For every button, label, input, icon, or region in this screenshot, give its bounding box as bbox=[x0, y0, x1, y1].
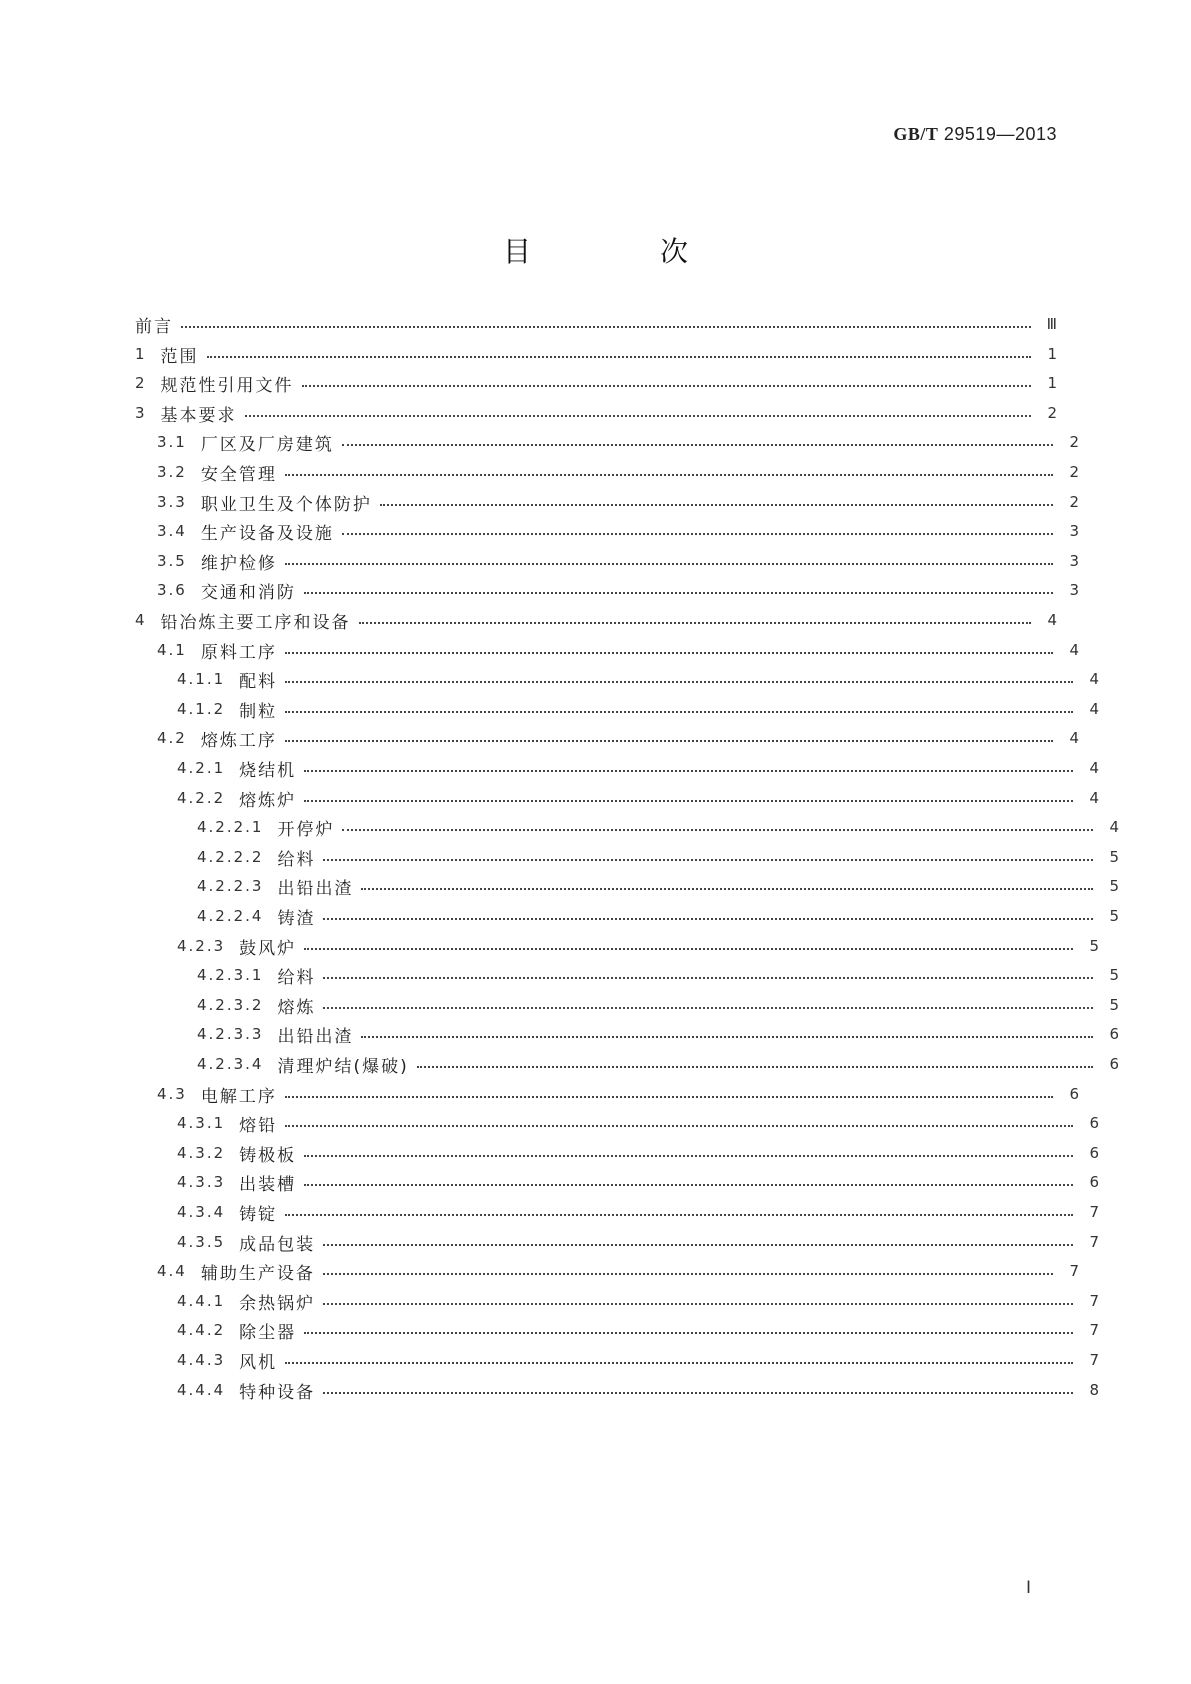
toc-entry-title: 风机 bbox=[239, 1352, 278, 1373]
toc-entry-number: 3.3 bbox=[157, 493, 187, 511]
toc-dot-leader bbox=[342, 533, 1053, 535]
toc-entry[interactable] bbox=[135, 428, 1079, 456]
toc-entry-page: 5 bbox=[1089, 937, 1099, 955]
toc-entry-title: 开停炉 bbox=[277, 819, 335, 840]
toc-dot-leader bbox=[285, 563, 1053, 565]
toc-entry-page: 5 bbox=[1109, 877, 1119, 895]
toc-dot-leader bbox=[342, 829, 1093, 831]
toc-entry-number: 3.5 bbox=[157, 552, 187, 570]
toc-entry-title: 安全管理 bbox=[200, 464, 277, 485]
toc-entry[interactable] bbox=[135, 1109, 1099, 1137]
toc-entry-page: 2 bbox=[1069, 433, 1079, 451]
toc-entry[interactable] bbox=[135, 1168, 1099, 1196]
toc-entry-title: 烧结机 bbox=[239, 760, 297, 781]
toc-entry-page: 7 bbox=[1069, 1262, 1079, 1280]
toc-entry-page: 3 bbox=[1069, 552, 1079, 570]
toc-entry[interactable] bbox=[135, 488, 1079, 516]
toc-entry-title: 前言 bbox=[135, 316, 173, 337]
toc-entry-label bbox=[197, 1052, 417, 1077]
toc-entry-title: 维护检修 bbox=[200, 553, 277, 574]
toc-entry-page: 7 bbox=[1089, 1203, 1099, 1221]
toc-entry-number: 4.2.2.3 bbox=[197, 877, 264, 895]
toc-entry-page: 4 bbox=[1089, 700, 1099, 718]
toc-entry-number: 1 bbox=[135, 345, 147, 363]
toc-entry-page: 2 bbox=[1069, 463, 1079, 481]
toc-entry[interactable] bbox=[135, 991, 1119, 1019]
toc-entry-number: 3.2 bbox=[157, 463, 187, 481]
toc-entry-label bbox=[135, 342, 207, 367]
toc-dot-leader bbox=[359, 622, 1031, 624]
toc-entry-label bbox=[177, 1141, 304, 1166]
toc-entry-title: 余热锅炉 bbox=[239, 1293, 316, 1314]
toc-entry-title: 熔炼炉 bbox=[239, 790, 297, 811]
toc-dot-leader bbox=[323, 918, 1093, 920]
toc-entry-label bbox=[177, 1318, 304, 1343]
toc-entry-title: 辅助生产设备 bbox=[200, 1263, 315, 1284]
toc-entry-title: 职业卫生及个体防护 bbox=[200, 494, 372, 515]
toc-entry-title: 范围 bbox=[160, 346, 199, 367]
toc-entry-page: 6 bbox=[1069, 1085, 1079, 1103]
toc-entry-number: 4.3.5 bbox=[177, 1233, 226, 1251]
toc-dot-leader bbox=[323, 1007, 1093, 1009]
toc-entry-page: 7 bbox=[1089, 1321, 1099, 1339]
toc-entry-number: 4.3.1 bbox=[177, 1114, 226, 1132]
toc-entry-label bbox=[177, 1111, 285, 1136]
toc-entry-number: 4.1.2 bbox=[177, 700, 226, 718]
toc-dot-leader bbox=[207, 356, 1031, 358]
toc-entry[interactable] bbox=[135, 576, 1079, 604]
toc-dot-leader bbox=[323, 1244, 1073, 1246]
toc-entry-title: 给料 bbox=[277, 849, 316, 870]
toc-entry[interactable] bbox=[135, 665, 1099, 693]
toc-entry-number: 4.2.3.4 bbox=[197, 1055, 264, 1073]
toc-entry-label bbox=[177, 786, 304, 811]
toc-entry-title: 除尘器 bbox=[239, 1322, 297, 1343]
toc-entry-label bbox=[197, 1022, 361, 1047]
toc-entry[interactable] bbox=[135, 1228, 1099, 1256]
toc-entry-number: 4.2 bbox=[157, 729, 187, 747]
toc-entry-label bbox=[135, 608, 359, 633]
toc-entry-label bbox=[157, 1259, 323, 1284]
toc-entry-label bbox=[135, 401, 245, 426]
toc-dot-leader bbox=[181, 326, 1031, 328]
toc-entry-label bbox=[197, 904, 323, 929]
toc-entry-title: 出铅出渣 bbox=[277, 878, 354, 899]
toc-entry-title: 原料工序 bbox=[200, 642, 277, 663]
toc-entry-title: 厂区及厂房建筑 bbox=[200, 434, 334, 455]
toc-entry-title: 交通和消防 bbox=[200, 582, 296, 603]
toc-entry-label bbox=[157, 638, 285, 663]
page-title: 目 次 bbox=[503, 235, 748, 268]
toc-entry-page: 4 bbox=[1109, 818, 1119, 836]
toc-dot-leader bbox=[323, 1303, 1073, 1305]
toc-entry-label bbox=[177, 1348, 285, 1373]
toc-entry[interactable] bbox=[135, 754, 1099, 782]
toc-entry-number: 4.3.4 bbox=[177, 1203, 226, 1221]
toc-entry-number: 4.2.1 bbox=[177, 759, 226, 777]
toc-entry[interactable] bbox=[135, 1346, 1099, 1374]
toc-entry-number: 4.2.2 bbox=[177, 789, 226, 807]
toc-entry[interactable] bbox=[135, 843, 1119, 871]
toc-entry-label bbox=[177, 697, 285, 722]
toc-entry-page: 7 bbox=[1089, 1351, 1099, 1369]
toc-dot-leader bbox=[361, 1036, 1093, 1038]
toc-entry-page: 5 bbox=[1109, 996, 1119, 1014]
toc-entry-label bbox=[197, 993, 323, 1018]
toc-entry-title: 电解工序 bbox=[200, 1086, 277, 1107]
toc-entry-title: 铅冶炼主要工序和设备 bbox=[160, 612, 351, 633]
toc-dot-leader bbox=[285, 1362, 1073, 1364]
toc-entry-label bbox=[177, 1170, 304, 1195]
toc-entry[interactable] bbox=[135, 636, 1079, 664]
toc-entry-page: 4 bbox=[1089, 759, 1099, 777]
toc-dot-leader bbox=[285, 474, 1053, 476]
toc-entry[interactable] bbox=[135, 1376, 1099, 1404]
toc-dot-leader bbox=[323, 977, 1093, 979]
toc-entry-title: 生产设备及设施 bbox=[200, 523, 334, 544]
toc-entry-number: 3 bbox=[135, 404, 147, 422]
toc-entry-title: 熔铅 bbox=[239, 1115, 278, 1136]
toc-entry[interactable] bbox=[135, 1139, 1099, 1167]
toc-entry-page: 1 bbox=[1047, 345, 1057, 363]
toc-dot-leader bbox=[245, 415, 1031, 417]
toc-entry-page: 6 bbox=[1109, 1025, 1119, 1043]
toc-entry-label bbox=[157, 490, 380, 515]
toc-entry-title: 规范性引用文件 bbox=[160, 375, 294, 396]
toc-entry-page: 3 bbox=[1069, 522, 1079, 540]
toc-entry-page: 5 bbox=[1109, 907, 1119, 925]
toc-entry-label bbox=[197, 874, 361, 899]
toc-entry-number: 3.6 bbox=[157, 581, 187, 599]
toc-entry-label bbox=[177, 756, 304, 781]
toc-dot-leader bbox=[285, 681, 1073, 683]
toc-entry-page: 8 bbox=[1089, 1381, 1099, 1399]
toc-entry-page: 4 bbox=[1089, 789, 1099, 807]
toc-dot-leader bbox=[380, 504, 1053, 506]
toc-entry[interactable] bbox=[135, 695, 1099, 723]
toc-dot-leader bbox=[304, 592, 1053, 594]
toc-entry-label bbox=[177, 1230, 323, 1255]
toc-entry[interactable] bbox=[135, 1020, 1119, 1048]
toc-entry[interactable] bbox=[135, 1080, 1079, 1108]
toc-entry-label bbox=[197, 963, 323, 988]
toc-entry[interactable] bbox=[135, 369, 1057, 397]
toc-entry-number: 4.2.3 bbox=[177, 937, 226, 955]
toc-entry[interactable] bbox=[135, 517, 1079, 545]
toc-entry-title: 出铅出渣 bbox=[277, 1026, 354, 1047]
toc-entry-label bbox=[157, 726, 285, 751]
toc-entry-number: 4.3.2 bbox=[177, 1144, 226, 1162]
toc-dot-leader bbox=[302, 385, 1031, 387]
toc-entry-number: 4.4.3 bbox=[177, 1351, 226, 1369]
toc-entry-page: 4 bbox=[1069, 641, 1079, 659]
toc-entry-number: 4 bbox=[135, 611, 147, 629]
toc-entry[interactable] bbox=[135, 872, 1119, 900]
toc-entry-page: 6 bbox=[1089, 1173, 1099, 1191]
toc-entry-number: 4.3.3 bbox=[177, 1173, 226, 1191]
toc-entry-page: 5 bbox=[1109, 966, 1119, 984]
toc-entry-label bbox=[157, 519, 342, 544]
toc-dot-leader bbox=[342, 444, 1053, 446]
toc-entry-number: 4.1.1 bbox=[177, 670, 226, 688]
toc-entry-label bbox=[157, 578, 304, 603]
toc-entry-label bbox=[157, 1082, 285, 1107]
toc-entry-page: 7 bbox=[1089, 1292, 1099, 1310]
toc-entry[interactable] bbox=[135, 340, 1057, 368]
toc-entry-number: 3.4 bbox=[157, 522, 187, 540]
toc-dot-leader bbox=[304, 1155, 1073, 1157]
standard-code-prefix: GB/T bbox=[893, 124, 939, 144]
toc-dot-leader bbox=[285, 740, 1053, 742]
toc-dot-leader bbox=[417, 1066, 1093, 1068]
toc-entry-number: 4.4.2 bbox=[177, 1321, 226, 1339]
toc-entry-label bbox=[177, 934, 304, 959]
toc-entry-title: 铸锭 bbox=[239, 1204, 278, 1225]
toc-entry-page: 6 bbox=[1109, 1055, 1119, 1073]
toc-entry-number: 4.1 bbox=[157, 641, 187, 659]
toc-entry-label bbox=[157, 460, 285, 485]
toc-entry-page: 6 bbox=[1089, 1114, 1099, 1132]
toc-dot-leader bbox=[304, 1184, 1073, 1186]
toc-entry[interactable] bbox=[135, 724, 1079, 752]
toc-entry-label bbox=[177, 1200, 285, 1225]
toc-entry-page: Ⅲ bbox=[1046, 315, 1057, 333]
toc-entry-label bbox=[177, 667, 285, 692]
toc-entry-page: 4 bbox=[1089, 670, 1099, 688]
toc-entry-label bbox=[197, 815, 342, 840]
toc-dot-leader bbox=[285, 1096, 1053, 1098]
toc-entry[interactable] bbox=[135, 399, 1057, 427]
toc-entry-title: 熔炼 bbox=[277, 997, 316, 1018]
toc-dot-leader bbox=[323, 859, 1093, 861]
toc-entry-page: 7 bbox=[1089, 1233, 1099, 1251]
toc-entry[interactable] bbox=[135, 458, 1079, 486]
toc-entry[interactable] bbox=[135, 902, 1119, 930]
toc-entry[interactable] bbox=[135, 813, 1119, 841]
toc-entry-number: 4.2.3.2 bbox=[197, 996, 264, 1014]
toc-entry[interactable] bbox=[135, 784, 1099, 812]
toc-entry-number: 4.3 bbox=[157, 1085, 187, 1103]
toc-entry-title: 出装槽 bbox=[239, 1174, 297, 1195]
toc-entry-page: 3 bbox=[1069, 581, 1079, 599]
toc-entry[interactable] bbox=[135, 547, 1079, 575]
standard-code-number: 29519—2013 bbox=[943, 124, 1057, 144]
toc-dot-leader bbox=[285, 652, 1053, 654]
toc-entry-title: 基本要求 bbox=[160, 405, 237, 426]
toc-entry-page: 2 bbox=[1047, 404, 1057, 422]
toc-entry-page: 1 bbox=[1047, 374, 1057, 392]
toc-dot-leader bbox=[285, 1214, 1073, 1216]
toc-entry-title: 熔炼工序 bbox=[200, 730, 277, 751]
toc-entry-page: 4 bbox=[1047, 611, 1057, 629]
toc-entry-number: 4.2.2.4 bbox=[197, 907, 264, 925]
toc-entry-number: 4.2.3.3 bbox=[197, 1025, 264, 1043]
toc-entry-title: 鼓风炉 bbox=[239, 938, 297, 959]
toc-entry-page: 2 bbox=[1069, 493, 1079, 511]
toc-dot-leader bbox=[304, 1332, 1073, 1334]
toc-entry-label bbox=[135, 312, 181, 337]
toc-dot-leader bbox=[323, 1392, 1073, 1394]
toc-entry-label bbox=[135, 371, 302, 396]
toc-entry-number: 4.4.4 bbox=[177, 1381, 226, 1399]
toc-entry-page: 4 bbox=[1069, 729, 1079, 747]
toc-dot-leader bbox=[304, 770, 1073, 772]
standard-code bbox=[893, 124, 1057, 145]
toc-entry[interactable] bbox=[135, 932, 1099, 960]
toc-entry-number: 4.2.2.1 bbox=[197, 818, 264, 836]
toc-entry-label bbox=[157, 549, 285, 574]
toc-entry-label bbox=[177, 1289, 323, 1314]
toc-entry[interactable] bbox=[135, 1287, 1099, 1315]
toc-dot-leader bbox=[361, 888, 1093, 890]
toc-entry-title: 制粒 bbox=[239, 701, 278, 722]
toc-entry-title: 成品包装 bbox=[239, 1234, 316, 1255]
toc-entry[interactable] bbox=[135, 1316, 1099, 1344]
toc-dot-leader bbox=[285, 1125, 1073, 1127]
toc-entry[interactable] bbox=[135, 310, 1057, 338]
toc-entry-label bbox=[157, 430, 342, 455]
toc-entry-number: 4.4.1 bbox=[177, 1292, 226, 1310]
toc-entry[interactable] bbox=[135, 1257, 1079, 1285]
toc-entry-title: 铸极板 bbox=[239, 1145, 297, 1166]
toc-dot-leader bbox=[304, 948, 1073, 950]
toc-entry-title: 特种设备 bbox=[239, 1382, 316, 1403]
toc-entry-page: 6 bbox=[1089, 1144, 1099, 1162]
toc-entry-number: 2 bbox=[135, 374, 147, 392]
toc-entry[interactable] bbox=[135, 961, 1119, 989]
toc-entry-page: 5 bbox=[1109, 848, 1119, 866]
toc-dot-leader bbox=[304, 800, 1073, 802]
toc-entry-number: 3.1 bbox=[157, 433, 187, 451]
toc-entry-label bbox=[177, 1378, 323, 1403]
page-number: Ⅰ bbox=[1025, 1578, 1031, 1597]
toc-entry-title: 给料 bbox=[277, 967, 316, 988]
toc-entry-label bbox=[197, 845, 323, 870]
toc-entry-title: 配料 bbox=[239, 671, 278, 692]
toc-entry-number: 4.2.2.2 bbox=[197, 848, 264, 866]
toc-entry[interactable] bbox=[135, 1198, 1099, 1226]
toc-entry-number: 4.2.3.1 bbox=[197, 966, 264, 984]
toc-entry[interactable] bbox=[135, 606, 1057, 634]
toc-entry-title: 清理炉结(爆破) bbox=[277, 1056, 409, 1077]
toc-entry-number: 4.4 bbox=[157, 1262, 187, 1280]
toc-dot-leader bbox=[323, 1273, 1053, 1275]
toc-entry[interactable] bbox=[135, 1050, 1119, 1078]
toc-entry-title: 铸渣 bbox=[277, 908, 316, 929]
toc-dot-leader bbox=[285, 711, 1073, 713]
